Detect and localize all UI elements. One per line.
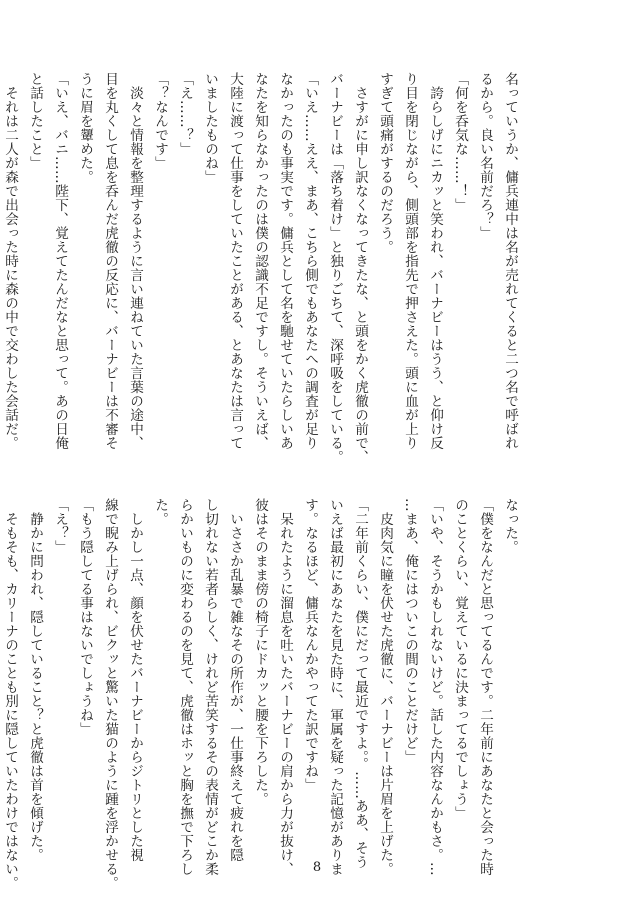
text-line: 「僕をなんだと思ってるんです。二年前にあなたと会った時 [477,498,493,876]
text-line: すぎて頭痛がするのだろう。 [377,72,393,254]
text-line: うに眉を顰めた。 [77,72,93,184]
text-line: なたを知らなかったのは僕の認識不足ですし。そういえば、 [252,72,268,450]
text-line: 「いえ……ええ、まあ、こちら側でもあなたへの調査が足り [302,72,318,450]
text-line: いましたものね」 [202,72,218,184]
text-line: いえば最初にあなたを見た時に、軍属を疑った記憶がありま [327,498,343,876]
text-line: それは二人が森で出会った時に森の中で交わした会話だ。 [2,72,18,450]
text-line: り目を閉じながら、側頭部を指先で押さえた。頭に血が上り [402,72,418,450]
text-block-upper [0,72,522,464]
text-line: 誇らしげにニカッと笑われ、バーナビーはうう、と仰け反 [427,72,443,450]
text-line: 彼はそのまま傍の椅子にドカッと腰を下ろした。 [252,498,268,806]
text-line: なった。 [502,498,518,554]
text-line: 「？なんです」 [152,72,168,170]
text-line: しかし一点、顔を伏せたバーナビーからジトリとした視 [127,498,143,862]
text-line: らかいものに変わるのを見て、虎徹はホッと胸を撫で下ろし [177,498,193,876]
text-line: 「いや、そうかもしれないけど。話した内容なんかもさ。… [427,498,443,876]
text-line: 呆れたように溜息を吐いたバーナビーの肩から力が抜け、 [277,498,293,876]
text-line: た。 [152,498,168,526]
text-line: 「二年前くらい、僕にだって最近ですよ。。……ああ、そう [352,498,368,870]
text-line: 大陸に渡って仕事をしていたことがある、とあなたは言って [227,72,243,450]
text-line: …まあ、俺にはついこの間のことだけど」 [402,498,418,764]
text-line: るから。良い名前だろ？」 [477,72,493,240]
page-number: 8 [312,860,322,875]
text-line: 線で睨み上げられ、ビクッと驚いた猫のように踵を浮かせる。 [102,498,118,890]
text-line: し切れない若者らしく、けれど苦笑するその表情がどこか柔 [202,498,218,876]
text-line: 淡々と情報を整理するように言い連ねていた言葉の途中、 [127,72,143,450]
text-line: 「え？」 [52,498,68,554]
text-line: と話したこと」 [27,72,43,170]
text-line: いささか乱暴で雑なその所作が、一仕事終えて疲れを隠 [227,498,243,862]
text-line: なかったのも事実です。傭兵として名を馳せていたらしいあ [277,72,293,450]
text-line: 「いえ、バニ……陛下、覚えてたんだなと思って。あの日俺 [52,72,68,450]
text-block-lower [0,498,522,890]
text-line: 「何を呑気な……！」 [452,72,468,212]
text-line: 「もう隠してる事はないでしょうね」 [77,498,93,736]
text-line: す。なるほど、傭兵なんかやってた訳ですね」 [302,498,318,792]
text-line: バーナビーは「落ち着け」と独りごちて、深呼吸をしている。 [327,72,343,464]
text-line: 「え……？」 [177,72,193,156]
text-line: さすがに申し訳なくなってきたな、と頭をかく虎徹の前で、 [352,72,368,464]
text-line: のことくらい、覚えているに決まってるでしょう」 [452,498,468,820]
text-line: 静かに問われ、隠していること？と虎徹は首を傾げた。 [27,498,43,862]
text-line: 目を丸くして息を呑んだ虎徹の反応に、バーナビーは不審そ [102,72,118,450]
text-line: そもそも、カリーナのことも別に隠していたわけではない。 [2,498,18,890]
text-line: 皮肉気に瞳を伏せた虎徹に、バーナビーは片眉を上げた。 [377,498,393,876]
text-line: 名っていうか、傭兵連中は名が売れてくると二つ名で呼ばれ [502,72,518,450]
